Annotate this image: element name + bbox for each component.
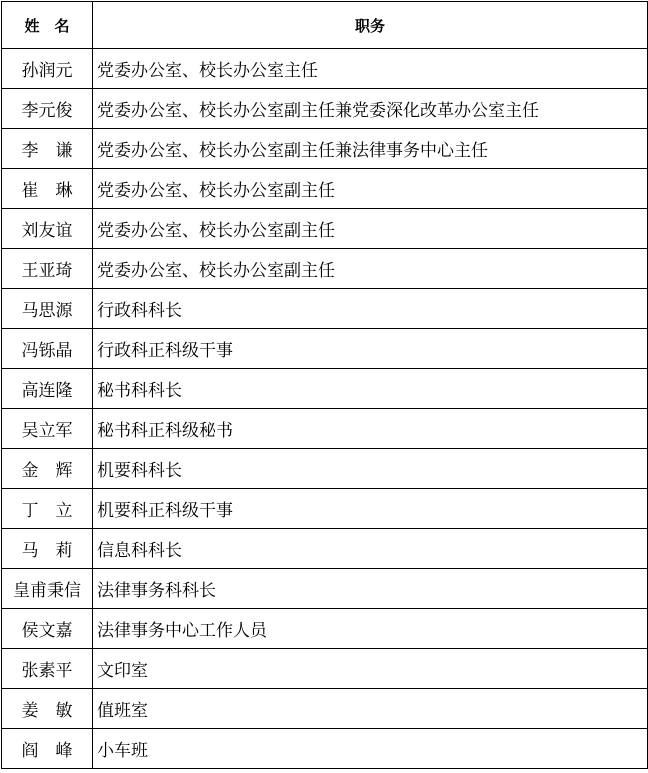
staff-name-cell: 马 莉 — [2, 529, 93, 569]
table-row — [2, 49, 648, 89]
staff-duty-table — [1, 1, 648, 769]
column-header-name: 姓 名 — [2, 2, 93, 49]
staff-name-cell: 张素平 — [2, 649, 93, 689]
staff-duty-cell: 秘书科科长 — [93, 369, 648, 409]
table-row — [2, 449, 648, 489]
staff-name-cell: 刘友谊 — [2, 209, 93, 249]
table-row — [2, 369, 648, 409]
staff-duty-cell: 机要科科长 — [93, 449, 648, 489]
table-row — [2, 249, 648, 289]
table-row — [2, 569, 648, 609]
table-row — [2, 609, 648, 649]
staff-name-cell: 高连隆 — [2, 369, 93, 409]
staff-duty-cell: 党委办公室、校长办公室主任 — [93, 49, 648, 89]
staff-name-cell: 阎 峰 — [2, 729, 93, 769]
staff-duty-cell: 行政科科长 — [93, 289, 648, 329]
table-row — [2, 529, 648, 569]
staff-name-cell: 皇甫秉信 — [2, 569, 93, 609]
staff-duty-cell: 小车班 — [93, 729, 648, 769]
table-row — [2, 289, 648, 329]
staff-name-cell: 孙润元 — [2, 49, 93, 89]
table-row — [2, 169, 648, 209]
staff-duty-cell: 值班室 — [93, 689, 648, 729]
table-row — [2, 409, 648, 449]
staff-name-cell: 吴立军 — [2, 409, 93, 449]
staff-duty-cell: 文印室 — [93, 649, 648, 689]
table-row — [2, 329, 648, 369]
staff-duty-cell: 行政科正科级干事 — [93, 329, 648, 369]
staff-name-cell: 李 谦 — [2, 129, 93, 169]
staff-name-cell: 冯铄晶 — [2, 329, 93, 369]
table-body — [2, 49, 648, 769]
staff-duty-cell: 秘书科正科级秘书 — [93, 409, 648, 449]
table-row — [2, 89, 648, 129]
table-row — [2, 689, 648, 729]
column-header-duty: 职务 — [93, 2, 648, 49]
staff-duty-cell: 党委办公室、校长办公室副主任兼法律事务中心主任 — [93, 129, 648, 169]
staff-duty-cell: 机要科正科级干事 — [93, 489, 648, 529]
table-row — [2, 729, 648, 769]
staff-duty-cell: 党委办公室、校长办公室副主任兼党委深化改革办公室主任 — [93, 89, 648, 129]
staff-name-cell: 马思源 — [2, 289, 93, 329]
table-row — [2, 489, 648, 529]
staff-name-cell: 王亚琦 — [2, 249, 93, 289]
table-row — [2, 129, 648, 169]
table-header-row — [2, 2, 648, 49]
table-row — [2, 649, 648, 689]
staff-duty-cell: 法律事务科科长 — [93, 569, 648, 609]
staff-name-cell: 李元俊 — [2, 89, 93, 129]
staff-duty-cell: 党委办公室、校长办公室副主任 — [93, 169, 648, 209]
staff-duty-cell: 党委办公室、校长办公室副主任 — [93, 209, 648, 249]
staff-name-cell: 金 辉 — [2, 449, 93, 489]
table-row — [2, 209, 648, 249]
staff-name-cell: 侯文嘉 — [2, 609, 93, 649]
staff-duty-cell: 法律事务中心工作人员 — [93, 609, 648, 649]
staff-name-cell: 姜 敏 — [2, 689, 93, 729]
staff-name-cell: 崔 琳 — [2, 169, 93, 209]
staff-duty-cell: 党委办公室、校长办公室副主任 — [93, 249, 648, 289]
staff-name-cell: 丁 立 — [2, 489, 93, 529]
staff-duty-cell: 信息科科长 — [93, 529, 648, 569]
